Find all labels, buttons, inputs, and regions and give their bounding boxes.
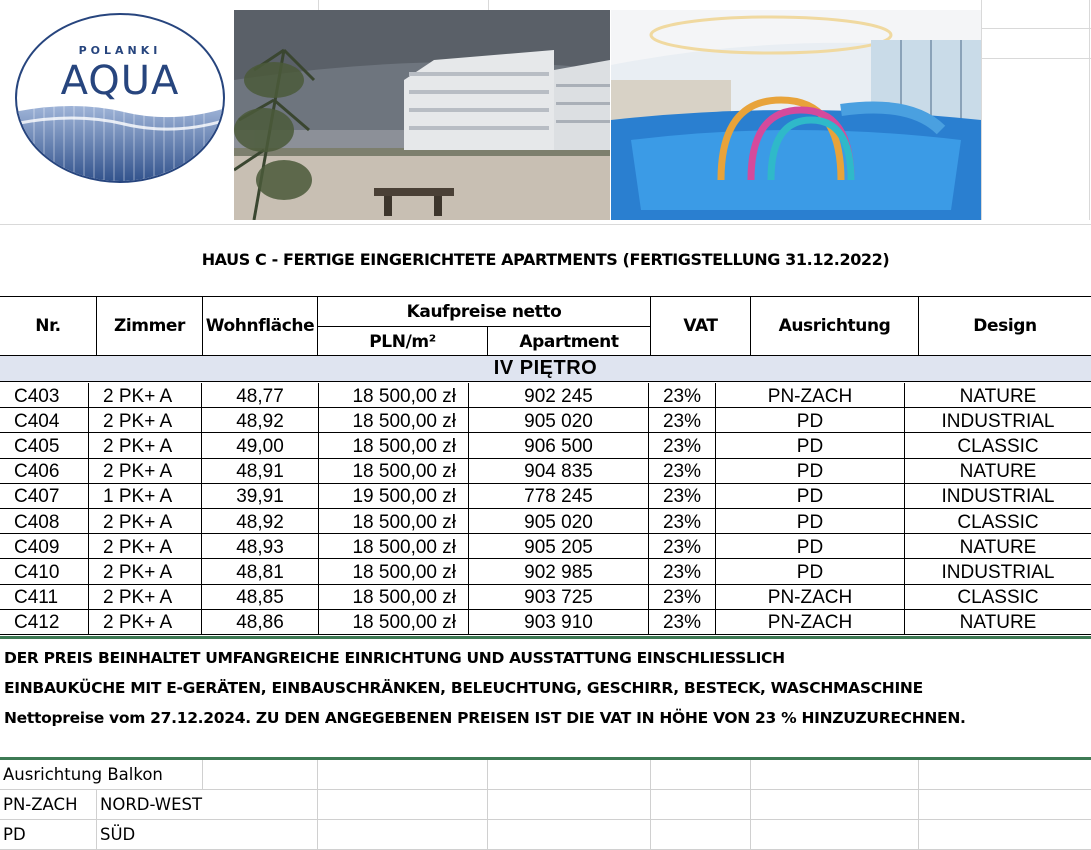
cell-ausrichtung: PD bbox=[716, 408, 905, 432]
cell-ausrichtung: PD bbox=[716, 433, 905, 457]
legend-code: PN-ZACH bbox=[0, 790, 97, 819]
cell-design: NATURE bbox=[959, 461, 1037, 483]
header-zimmer: Zimmer bbox=[97, 297, 203, 355]
cell-wohnflaeche: 48,91 bbox=[202, 459, 319, 483]
cell-apartment-price: 905 020 bbox=[469, 408, 649, 432]
empty-cell bbox=[488, 790, 651, 819]
cell-wohnflaeche: 39,91 bbox=[202, 484, 319, 508]
cell-apartment-price: 906 500 bbox=[469, 433, 649, 457]
legend-row bbox=[0, 820, 1091, 850]
cell-wohnflaeche: 48,93 bbox=[202, 534, 319, 558]
cell-ausrichtung: PN-ZACH bbox=[716, 610, 905, 634]
empty-cell bbox=[651, 790, 751, 819]
cell-ausrichtung: PD bbox=[716, 509, 905, 533]
table-row bbox=[0, 610, 1091, 635]
table-header bbox=[0, 296, 1091, 356]
empty-cell bbox=[318, 790, 488, 819]
cell-vat: 23% bbox=[649, 459, 716, 483]
empty-cell bbox=[651, 820, 751, 849]
cell-nr: C404 bbox=[0, 408, 89, 432]
cell-nr: C406 bbox=[0, 459, 89, 483]
cell-vat: 23% bbox=[649, 408, 716, 432]
cell-ausrichtung: PN-ZACH bbox=[716, 383, 905, 407]
cell-nr: C408 bbox=[0, 509, 89, 533]
cell-ausrichtung: PD bbox=[716, 534, 905, 558]
table-row bbox=[0, 459, 1091, 484]
table-row bbox=[0, 383, 1091, 408]
header-kaufpreise: Kaufpreise netto bbox=[318, 297, 651, 327]
cell-zimmer: 2 PK+ A bbox=[89, 509, 202, 533]
empty-cell bbox=[318, 760, 488, 789]
header-ausrichtung: Ausrichtung bbox=[751, 297, 919, 355]
table-row bbox=[0, 408, 1091, 433]
header-wohnflaeche: Wohnfläche bbox=[203, 297, 318, 355]
cell-nr: C407 bbox=[0, 484, 89, 508]
cell-apartment-price: 903 725 bbox=[469, 585, 649, 609]
cell-zimmer: 2 PK+ A bbox=[89, 534, 202, 558]
cell-apartment-price: 902 985 bbox=[469, 559, 649, 583]
cell-ausrichtung: PD bbox=[716, 484, 905, 508]
table-row bbox=[0, 484, 1091, 509]
cell-zimmer: 2 PK+ A bbox=[89, 585, 202, 609]
cell-pln-m2: 18 500,00 zł bbox=[319, 509, 469, 533]
legend-meaning: NORD-WEST bbox=[97, 790, 318, 819]
empty-cell bbox=[751, 820, 919, 849]
divider bbox=[0, 636, 1091, 639]
empty-cell bbox=[751, 790, 919, 819]
legend-code: PD bbox=[0, 820, 97, 849]
note-line-1: DER PREIS BEINHALTET UMFANGREICHE EINRICHTUNG UND AUSSTATTUNG EINSCHLIESSLICH bbox=[4, 649, 785, 667]
cell-vat: 23% bbox=[649, 433, 716, 457]
table-row bbox=[0, 433, 1091, 458]
table-row bbox=[0, 559, 1091, 584]
cell-pln-m2: 18 500,00 zł bbox=[319, 383, 469, 407]
cell-wohnflaeche: 48,92 bbox=[202, 509, 319, 533]
header-pln-m2: PLN/m² bbox=[318, 327, 488, 357]
header-design: Design bbox=[973, 316, 1037, 336]
cell-nr: C411 bbox=[0, 585, 89, 609]
table-row bbox=[0, 509, 1091, 534]
cell-pln-m2: 18 500,00 zł bbox=[319, 433, 469, 457]
empty-cell bbox=[488, 760, 651, 789]
cell-nr: C409 bbox=[0, 534, 89, 558]
cell-apartment-price: 778 245 bbox=[469, 484, 649, 508]
cell-wohnflaeche: 48,92 bbox=[202, 408, 319, 432]
cell-design: CLASSIC bbox=[957, 511, 1039, 533]
empty-cell bbox=[651, 760, 751, 789]
cell-design: INDUSTRIAL bbox=[941, 410, 1055, 432]
legend-meaning: SÜD bbox=[97, 820, 318, 849]
cell-nr: C410 bbox=[0, 559, 89, 583]
legend-heading-row bbox=[0, 760, 1091, 790]
cell-pln-m2: 18 500,00 zł bbox=[319, 534, 469, 558]
cell-apartment-price: 905 205 bbox=[469, 534, 649, 558]
logo-brand-top: POLANKI bbox=[78, 44, 162, 57]
cell-design: NATURE bbox=[959, 385, 1037, 407]
empty-cell bbox=[488, 820, 651, 849]
cell-pln-m2: 18 500,00 zł bbox=[319, 408, 469, 432]
cell-wohnflaeche: 48,86 bbox=[202, 610, 319, 634]
cell-wohnflaeche: 48,85 bbox=[202, 585, 319, 609]
cell-apartment-price: 903 910 bbox=[469, 610, 649, 634]
cell-apartment-price: 902 245 bbox=[469, 383, 649, 407]
cell-zimmer: 2 PK+ A bbox=[89, 408, 202, 432]
cell-pln-m2: 18 500,00 zł bbox=[319, 559, 469, 583]
empty-cell bbox=[751, 760, 919, 789]
cell-vat: 23% bbox=[649, 484, 716, 508]
table-row bbox=[0, 585, 1091, 610]
cell-pln-m2: 18 500,00 zł bbox=[319, 459, 469, 483]
cell-design: CLASSIC bbox=[957, 587, 1039, 609]
note-line-3: Nettopreise vom 27.12.2024. ZU DEN ANGEGEBENEN PREISEN IST DIE VAT IN HÖHE VON 23 % HINZUZURECHNEN. bbox=[4, 709, 966, 727]
cell-vat: 23% bbox=[649, 559, 716, 583]
cell-vat: 23% bbox=[649, 383, 716, 407]
cell-wohnflaeche: 49,00 bbox=[202, 433, 319, 457]
cell-wohnflaeche: 48,81 bbox=[202, 559, 319, 583]
cell-design: NATURE bbox=[959, 536, 1037, 558]
cell-zimmer: 2 PK+ A bbox=[89, 610, 202, 634]
apartment-table-body bbox=[0, 383, 1091, 635]
cell-nr: C405 bbox=[0, 433, 89, 457]
note-line-2: EINBAUKÜCHE MIT E-GERÄTEN, EINBAUSCHRÄNKEN, BELEUCHTUNG, GESCHIRR, BESTECK, WASCHMASCHINE bbox=[4, 679, 923, 697]
legend-heading: Ausrichtung Balkon bbox=[0, 760, 203, 789]
cell-zimmer: 2 PK+ A bbox=[89, 459, 202, 483]
cell-zimmer: 2 PK+ A bbox=[89, 559, 202, 583]
logo-brand-main: AQUA bbox=[60, 58, 180, 104]
table-row bbox=[0, 534, 1091, 559]
cell-pln-m2: 19 500,00 zł bbox=[319, 484, 469, 508]
building-photo bbox=[234, 10, 610, 220]
cell-design: INDUSTRIAL bbox=[941, 486, 1055, 508]
cell-ausrichtung: PD bbox=[716, 559, 905, 583]
legend-row bbox=[0, 790, 1091, 820]
cell-pln-m2: 18 500,00 zł bbox=[319, 585, 469, 609]
cell-ausrichtung: PD bbox=[716, 459, 905, 483]
header-vat: VAT bbox=[651, 297, 751, 355]
page-title: HAUS C - FERTIGE EINGERICHTETE APARTMENTS (FERTIGSTELLUNG 31.12.2022) bbox=[201, 250, 890, 269]
cell-vat: 23% bbox=[649, 509, 716, 533]
header-apartment: Apartment bbox=[488, 327, 651, 357]
cell-ausrichtung: PN-ZACH bbox=[716, 585, 905, 609]
cell-nr: C412 bbox=[0, 610, 89, 634]
floor-label: IV PIĘTRO bbox=[0, 356, 1091, 382]
cell-pln-m2: 18 500,00 zł bbox=[319, 610, 469, 634]
cell-vat: 23% bbox=[649, 534, 716, 558]
cell-zimmer: 2 PK+ A bbox=[89, 433, 202, 457]
empty-cell bbox=[203, 760, 318, 789]
cell-vat: 23% bbox=[649, 610, 716, 634]
header-nr: Nr. bbox=[0, 297, 97, 355]
cell-design: INDUSTRIAL bbox=[941, 561, 1055, 583]
cell-design: CLASSIC bbox=[957, 435, 1039, 457]
cell-zimmer: 1 PK+ A bbox=[89, 484, 202, 508]
cell-design: NATURE bbox=[959, 612, 1037, 634]
cell-nr: C403 bbox=[0, 383, 89, 407]
cell-zimmer: 2 PK+ A bbox=[89, 383, 202, 407]
polanki-aqua-logo bbox=[14, 12, 226, 184]
cell-apartment-price: 905 020 bbox=[469, 509, 649, 533]
cell-wohnflaeche: 48,77 bbox=[202, 383, 319, 407]
cell-vat: 23% bbox=[649, 585, 716, 609]
pool-photo bbox=[611, 10, 981, 220]
cell-apartment-price: 904 835 bbox=[469, 459, 649, 483]
empty-cell bbox=[318, 820, 488, 849]
